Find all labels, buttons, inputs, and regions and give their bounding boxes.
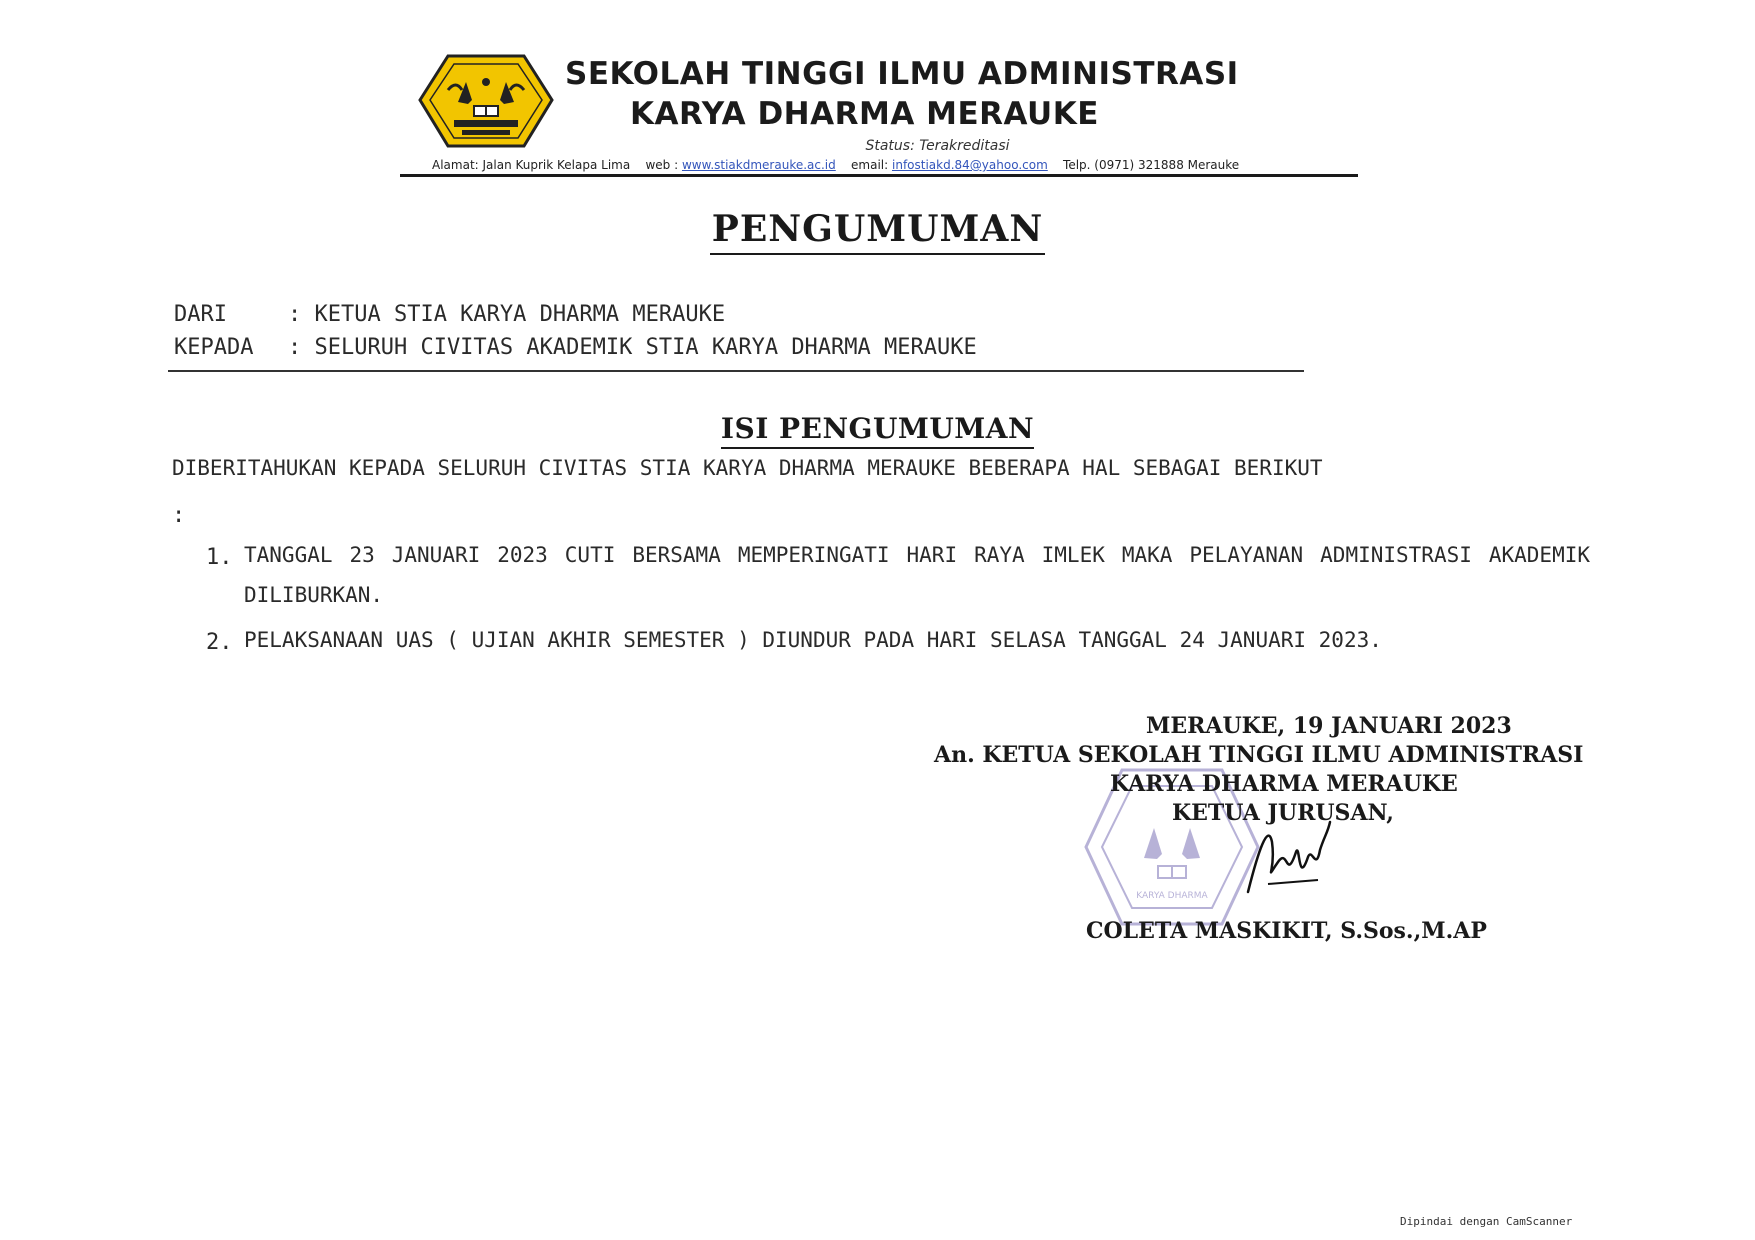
accreditation-status: Status: Terakreditasi: [865, 138, 1010, 154]
to-label: KEPADA: [174, 335, 254, 360]
institution-name-line2: KARYA DHARMA MERAUKE: [630, 96, 1099, 132]
email-label: email:: [851, 158, 889, 172]
intro-text: DIBERITAHUKAN KEPADA SELURUH CIVITAS STIA KARYA DHARMA MERAUKE BEBERAPA HAL SEBAGAI BERIKUT: [172, 456, 1323, 480]
section-title-text: ISI PENGUMUMAN: [721, 412, 1034, 449]
list-item-number: 2.: [206, 630, 233, 655]
list-item: PELAKSANAAN UAS ( UJIAN AKHIR SEMESTER ) DIUNDUR PADA HARI SELASA TANGGAL 24 JANUARI 2023.: [244, 628, 1382, 652]
institution-name-line1: SEKOLAH TINGGI ILMU ADMINISTRASI: [565, 56, 1239, 92]
from-label: DARI: [174, 302, 227, 327]
institution-logo-icon: [418, 50, 554, 152]
address-text: Alamat: Jalan Kuprik Kelapa Lima: [432, 158, 631, 172]
to-value: : SELURUH CIVITAS AKADEMIK STIA KARYA DHARMA MERAUKE: [288, 335, 977, 360]
website-link[interactable]: www.stiakdmerauke.ac.id: [681, 158, 836, 172]
document-title-text: PENGUMUMAN: [710, 208, 1046, 255]
place-date: MERAUKE, 19 JANUARI 2023: [1146, 713, 1512, 739]
web-label: web :: [645, 158, 679, 172]
meta-divider: [168, 370, 1304, 372]
signer-name: COLETA MASKIKIT, S.Sos.,M.AP: [1086, 918, 1487, 944]
letterhead-divider: [400, 174, 1358, 177]
phone-text: Telp. (0971) 321888 Merauke: [1063, 158, 1240, 172]
signer-org-line1: An. KETUA SEKOLAH TINGGI ILMU ADMINISTRASI: [934, 742, 1584, 768]
from-value: : KETUA STIA KARYA DHARMA MERAUKE: [288, 302, 726, 327]
scanner-watermark: Dipindai dengan CamScanner: [1400, 1215, 1573, 1228]
svg-text:KARYA DHARMA: KARYA DHARMA: [1136, 891, 1208, 901]
signer-position: KETUA JURUSAN,: [1172, 800, 1394, 826]
email-link[interactable]: infostiakd.84@yahoo.com: [892, 158, 1048, 172]
section-title: [0, 412, 1755, 445]
list-item: TANGGAL 23 JANUARI 2023 CUTI BERSAMA MEMPERINGATI HARI RAYA IMLEK MAKA PELAYANAN ADMINISTRASI AKADEMIK DILIBURKAN.: [244, 543, 1590, 607]
intro-colon: :: [172, 503, 186, 528]
document-title: [0, 208, 1755, 250]
signer-org-line2: KARYA DHARMA MERAUKE: [1110, 771, 1458, 797]
list-item-number: 1.: [206, 545, 233, 570]
contact-line: [432, 158, 1239, 172]
